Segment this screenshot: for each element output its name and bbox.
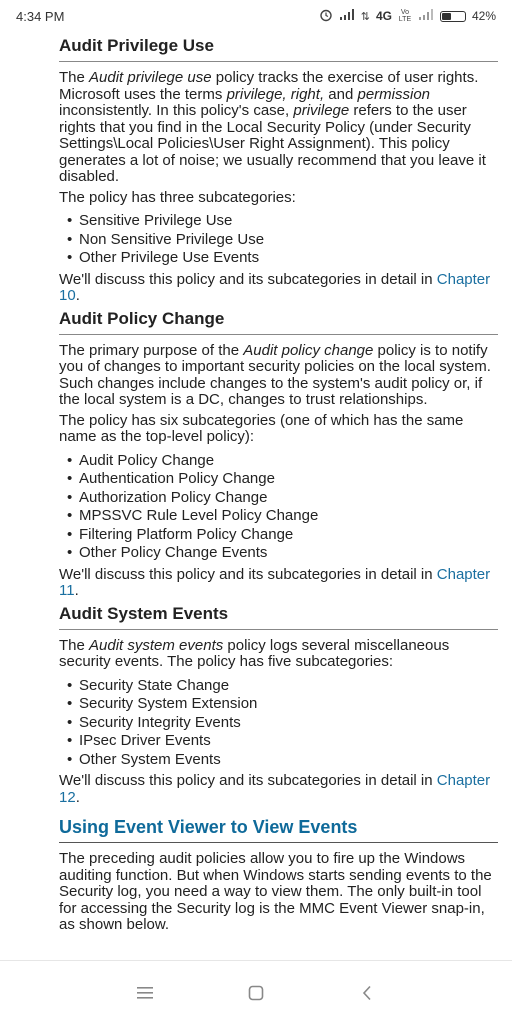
subcategory-item: [67, 249, 498, 268]
body-text: The: [59, 636, 90, 654]
body-text: policy logs several miscellaneous security events. The policy has five subcategories:: [59, 636, 450, 670]
signal-icon-2: [418, 9, 434, 24]
subcategory-item: [67, 714, 498, 733]
discuss-text: We'll discuss this policy and its subcategories in detail in Chapter 11.: [59, 565, 491, 599]
emphasis-text: permission: [357, 85, 431, 103]
body-text: The primary purpose of the: [59, 341, 244, 359]
book-content: [0, 35, 512, 934]
body-text: The: [59, 69, 90, 86]
subcategory-item: [67, 732, 498, 751]
subcategory-label: Other Privilege Use Events: [79, 249, 260, 266]
subcategory-item: [67, 677, 498, 696]
discuss-text: We'll discuss this policy and its subcategories in detail in Chapter 12.: [59, 772, 491, 806]
menu-button[interactable]: [125, 973, 165, 1013]
subcategory-item: [67, 526, 498, 545]
subcategory-label: Filtering Platform Policy Change: [79, 525, 294, 543]
subcategory-item: [67, 452, 498, 471]
status-icons: [319, 8, 496, 25]
battery-fill: [442, 13, 451, 20]
back-icon: [361, 985, 373, 1001]
subcategory-label: Authorization Policy Change: [79, 488, 268, 506]
home-icon: [248, 985, 264, 1001]
subcategory-item: [67, 507, 498, 526]
section-heading: Using Event Viewer to View Events: [59, 816, 498, 843]
section-intro: [59, 70, 498, 186]
alarm-icon: [319, 8, 333, 25]
body-text: refers to the user rights that you find in the Local Security Policy (under Security Settings\Local Policies\User Right Assignment). This policy generates a lot of noise; we usually recommend that you leave it disabled.: [59, 102, 486, 185]
emphasis-text: Audit privilege use: [89, 69, 212, 86]
data-arrows-icon: ⇅: [360, 10, 370, 23]
subcategory-lead: The policy has six subcategories (one of which has the same name as the top-level policy):: [59, 411, 464, 445]
subcategory-label: Security Integrity Events: [79, 713, 241, 731]
subcategory-item: [67, 544, 498, 563]
chapter-link[interactable]: Chapter 10: [59, 270, 491, 304]
emphasis-text: Audit policy change: [243, 341, 374, 359]
subcategory-label: Other Policy Change Events: [79, 544, 268, 561]
status-bar: [0, 0, 512, 32]
subcategory-item: [67, 231, 498, 250]
body-text: policy tracks the exercise of user rights. Microsoft uses the terms: [59, 69, 479, 103]
discuss-label: We'll discuss this policy and its subcategories in detail in: [59, 270, 433, 288]
subcategory-label: Authentication Policy Change: [79, 470, 275, 487]
status-time: 4:34 PM: [16, 8, 65, 24]
body-text: policy is to notify you of changes to important security policies on the local system. Such changes include changes to the system's audit policy or, if the local system is a DC, changes to trust relationships.: [59, 341, 491, 408]
home-button[interactable]: [236, 973, 276, 1013]
subcategory-label: Audit Policy Change: [79, 451, 215, 469]
subcategory-label: Non Sensitive Privilege Use: [79, 230, 265, 248]
subcategory-item: [67, 470, 498, 489]
signal-icon: [339, 9, 355, 24]
subcategory-list: [59, 452, 498, 563]
subcategory-lead: The policy has three subcategories:: [59, 188, 296, 206]
emphasis-text: privilege: [293, 102, 350, 119]
section-intro: [59, 638, 498, 671]
subcategory-list: [59, 677, 498, 770]
chapter-link[interactable]: Chapter 11: [59, 565, 491, 599]
navigation-bar: [0, 960, 512, 1024]
subcategory-label: Security System Extension: [79, 695, 258, 712]
section-intro: [59, 343, 498, 409]
back-button[interactable]: [347, 973, 387, 1013]
battery-percent: 42%: [471, 9, 496, 23]
subcategory-label: IPsec Driver Events: [79, 732, 211, 749]
section-intro: The preceding audit policies allow you to fire up the Windows auditing function. But when Windows starts sending events to the Security log, you need a way to view them. The only built-in tool for accessing the Security log is the MMC Event Viewer snap-in, as shown below.: [59, 850, 492, 933]
subcategory-label: MPSSVC Rule Level Policy Change: [79, 507, 319, 524]
subcategory-list: [59, 212, 498, 268]
subcategory-item: [67, 751, 498, 770]
body-text: inconsistently. In this policy's case,: [59, 102, 294, 119]
menu-icon: [137, 986, 153, 1000]
emphasis-text: privilege, right,: [226, 85, 325, 103]
subcategory-label: Security State Change: [79, 676, 230, 694]
discuss-label: We'll discuss this policy and its subcategories in detail in: [59, 565, 433, 583]
body-text: and: [324, 85, 358, 103]
section-heading: Audit Policy Change: [59, 308, 498, 335]
emphasis-text: Audit system events: [89, 636, 224, 654]
subcategory-label: Other System Events: [79, 750, 221, 768]
battery-icon: [440, 11, 466, 22]
chapter-link[interactable]: Chapter 12: [59, 772, 491, 806]
section-heading: Audit System Events: [59, 603, 498, 630]
discuss-label: We'll discuss this policy and its subcategories in detail in: [59, 772, 433, 789]
subcategory-item: [67, 695, 498, 714]
subcategory-label: Sensitive Privilege Use: [79, 212, 233, 229]
discuss-text: We'll discuss this policy and its subcategories in detail in Chapter 10.: [59, 270, 491, 304]
network-type: 4G: [375, 9, 392, 23]
section-heading: Audit Privilege Use: [59, 35, 498, 62]
subcategory-item: [67, 489, 498, 508]
reader-view[interactable]: [0, 32, 512, 960]
subcategory-item: [67, 212, 498, 231]
volte-label: Vo LTE: [398, 9, 412, 23]
